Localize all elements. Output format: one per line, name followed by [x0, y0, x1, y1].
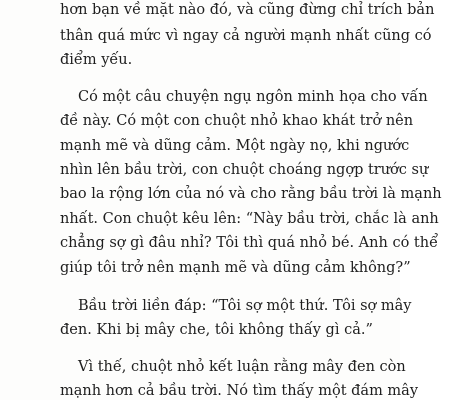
- text-line: Bầu trời liền đáp: “Tôi sợ một thứ. Tôi sợ mây: [78, 298, 412, 314]
- text-line: đề này. Có một con chuột nhỏ khao khát trở nên: [60, 113, 414, 129]
- text-line: bao la rộng lớn của nó và cho rằng bầu trời là mạnh: [60, 186, 442, 202]
- text-line: hơn bạn về mặt nào đó, và cũng đừng chỉ trích bản: [60, 2, 435, 18]
- text-line: mạnh hơn cả bầu trời. Nó tìm thấy một đám mây: [60, 383, 419, 399]
- text-line: thân quá mức vì ngay cả người mạnh nhất cũng có: [60, 28, 432, 44]
- text-line: Vì thế, chuột nhỏ kết luận rằng mây đen còn: [78, 359, 406, 375]
- text-line: chẳng sợ gì đâu nhỉ? Tôi thì quá nhỏ bé. Anh có thể: [60, 235, 438, 251]
- text-line: nhất. Con chuột kêu lên: “Này bầu trời, chắc là anh: [60, 211, 439, 227]
- text-line: đen. Khi bị mây che, tôi không thấy gì cả.”: [60, 322, 373, 338]
- text-line: giúp tôi trở nên mạnh mẽ và dũng cảm không?”: [60, 260, 411, 276]
- text-line: mạnh mẽ và dũng cảm. Một ngày nọ, khi ngước: [60, 138, 410, 154]
- text-line: nhìn lên bầu trời, con chuột choáng ngợp trước sự: [60, 162, 429, 178]
- text-line: điểm yếu.: [60, 52, 133, 68]
- text-line: Có một câu chuyện ngụ ngôn minh họa cho vấn: [78, 89, 428, 105]
